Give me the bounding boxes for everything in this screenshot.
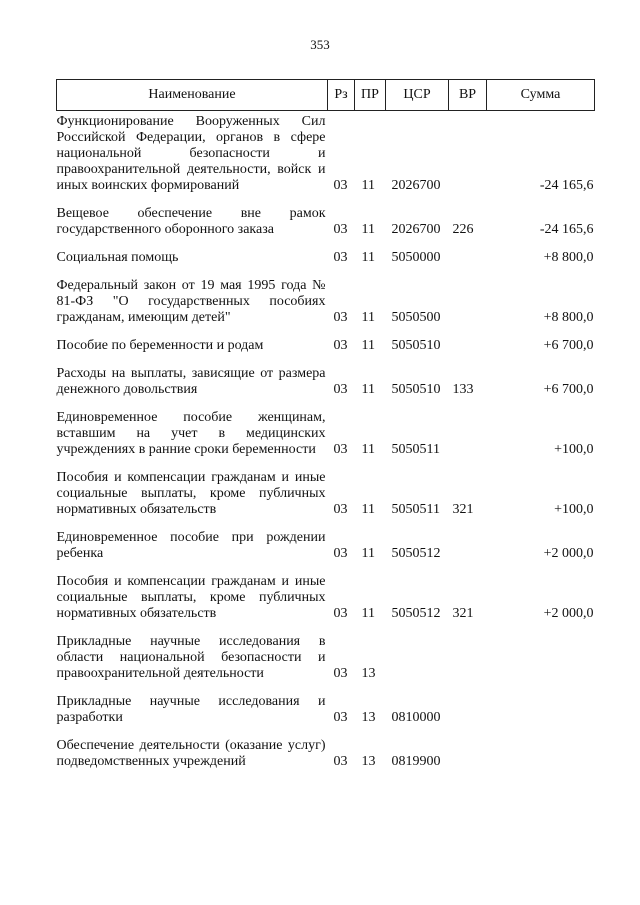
cell-sum: [487, 626, 595, 686]
cell-sum: +8 800,0: [543, 310, 594, 325]
budget-table: [56, 79, 595, 774]
cell-pr: 11: [361, 338, 375, 353]
cell-name: Обеспечение деятельности (оказание услуг) подведомственных учреждений: [56, 738, 326, 769]
cell-vr: [449, 686, 487, 730]
cell-name: Пособие по беременности и родам: [56, 338, 264, 353]
table-row: [57, 686, 595, 730]
table-row: [57, 270, 595, 330]
cell-name: Функционирование Вооруженных Сил Российской Федерации, органов в сфере национальной безопасности и правоохранительной деятельности, войск и иных воинских формирований: [56, 114, 326, 193]
table-row: [57, 242, 595, 270]
cell-pr: 11: [361, 222, 375, 237]
table-row: [57, 402, 595, 462]
cell-csr: 5050511: [391, 502, 440, 517]
cell-sum: +6 700,0: [543, 382, 594, 397]
cell-pr: 11: [361, 310, 375, 325]
cell-vr: [449, 402, 487, 462]
cell-csr: 2026700: [391, 222, 441, 237]
cell-csr: 5050512: [391, 546, 441, 561]
cell-vr: [449, 730, 487, 774]
cell-name: Прикладные научные исследования в области национальной безопасности и правоохранительной деятельности: [56, 634, 326, 681]
cell-vr: [449, 522, 487, 566]
table-row: [57, 358, 595, 402]
cell-pr: 11: [361, 250, 375, 265]
cell-csr: 2026700: [391, 178, 441, 193]
cell-rz: 03: [333, 442, 348, 457]
cell-vr: [449, 111, 487, 199]
cell-pr: 11: [361, 546, 375, 561]
cell-csr: 0810000: [391, 710, 441, 725]
cell-rz: 03: [333, 502, 348, 517]
cell-rz: 03: [333, 546, 348, 561]
cell-rz: 03: [333, 178, 348, 193]
cell-sum: +2 000,0: [543, 546, 594, 561]
cell-pr: 11: [361, 178, 375, 193]
cell-sum: [487, 686, 595, 730]
cell-sum: +6 700,0: [543, 338, 594, 353]
cell-vr: [449, 270, 487, 330]
cell-sum: -24 165,6: [539, 222, 594, 237]
cell-rz: 03: [333, 382, 348, 397]
page-number: 353: [310, 37, 330, 52]
cell-csr: 5050512: [391, 606, 441, 621]
cell-vr: [449, 242, 487, 270]
cell-vr: 226: [452, 222, 474, 237]
cell-sum: [487, 730, 595, 774]
cell-name: Единовременное пособие при рождении ребенка: [56, 530, 326, 561]
table-row: [57, 626, 595, 686]
cell-csr: 5050510: [391, 382, 441, 397]
cell-sum: +100,0: [554, 502, 594, 517]
header-vr: ВР: [449, 80, 487, 111]
cell-name: Единовременное пособие женщинам, вставшим на учет в медицинских учреждениях в ранние сроки беременности: [56, 410, 326, 457]
table-row: [57, 198, 595, 242]
cell-name: Пособия и компенсации гражданам и иные социальные выплаты, кроме публичных нормативных обязательств: [56, 470, 326, 517]
cell-pr: 13: [361, 666, 376, 681]
cell-pr: 13: [361, 754, 376, 769]
cell-sum: +100,0: [554, 442, 594, 457]
table-row: [57, 111, 595, 199]
cell-vr: 321: [452, 502, 474, 517]
cell-pr: 11: [361, 606, 375, 621]
cell-csr: [386, 626, 449, 686]
cell-pr: 13: [361, 710, 376, 725]
cell-name: Расходы на выплаты, зависящие от размера денежного довольствия: [56, 366, 326, 397]
table-body: [57, 111, 595, 775]
cell-vr: [449, 330, 487, 358]
cell-vr: 133: [452, 382, 474, 397]
cell-rz: 03: [333, 310, 348, 325]
header-pr: ПР: [355, 80, 386, 111]
cell-csr: 5050500: [391, 310, 441, 325]
cell-name: Федеральный закон от 19 мая 1995 года № 81-ФЗ "О государственных пособиях гражданам, имеющим детей": [56, 278, 326, 325]
cell-name: Вещевое обеспечение вне рамок государственного оборонного заказа: [56, 206, 326, 237]
cell-pr: 11: [361, 502, 375, 517]
cell-vr: [449, 626, 487, 686]
cell-csr: 5050510: [391, 338, 441, 353]
cell-pr: 11: [361, 442, 375, 457]
cell-pr: 11: [361, 382, 375, 397]
cell-rz: 03: [333, 754, 348, 769]
table-row: [57, 522, 595, 566]
cell-sum: -24 165,6: [539, 178, 594, 193]
cell-sum: +2 000,0: [543, 606, 594, 621]
cell-rz: 03: [333, 666, 348, 681]
cell-rz: 03: [333, 222, 348, 237]
cell-sum: +8 800,0: [543, 250, 594, 265]
cell-rz: 03: [333, 250, 348, 265]
table-row: [57, 566, 595, 626]
table-row: [57, 462, 595, 522]
header-name: Наименование: [57, 80, 328, 111]
cell-vr: 321: [452, 606, 474, 621]
cell-name: Прикладные научные исследования и разработки: [56, 694, 326, 725]
cell-name: Пособия и компенсации гражданам и иные социальные выплаты, кроме публичных нормативных обязательств: [56, 574, 326, 621]
header-sum: Сумма: [487, 80, 595, 111]
cell-rz: 03: [333, 710, 348, 725]
header-rz: Рз: [328, 80, 355, 111]
table-row: [57, 330, 595, 358]
cell-rz: 03: [333, 338, 348, 353]
cell-csr: 5050000: [391, 250, 441, 265]
header-csr: ЦСР: [386, 80, 449, 111]
cell-rz: 03: [333, 606, 348, 621]
table-header: [57, 80, 595, 111]
cell-csr: 0819900: [391, 754, 441, 769]
cell-name: Социальная помощь: [56, 250, 179, 265]
cell-csr: 5050511: [391, 442, 440, 457]
table-row: [57, 730, 595, 774]
